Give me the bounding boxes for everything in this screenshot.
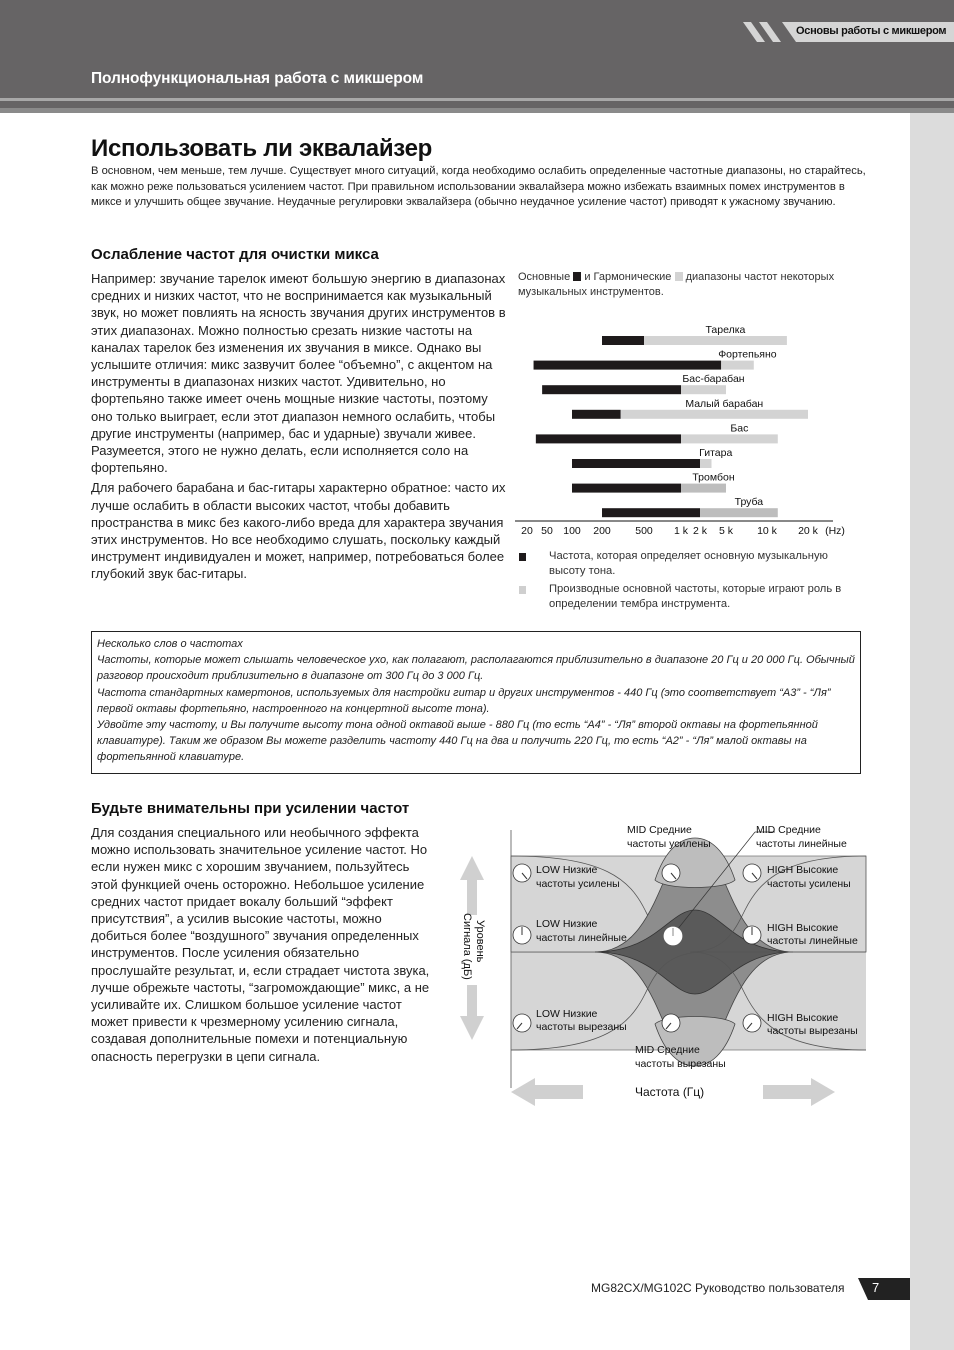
- harmonic-bar: [621, 410, 808, 419]
- instrument-label: Бас-барабан: [682, 373, 745, 386]
- label-high-flat: HIGH Высокие: [767, 922, 839, 934]
- svg-text:частоты вырезаны: частоты вырезаны: [635, 1058, 726, 1070]
- harmonic-swatch-icon: [519, 586, 526, 594]
- x-tick-label: 2 k: [692, 525, 708, 537]
- instrument-label: Тарелка: [705, 324, 746, 336]
- label-mid-cut: MID Средние: [635, 1044, 700, 1056]
- instrument-label: Труба: [734, 496, 764, 509]
- knob-icon: [662, 1014, 680, 1032]
- eq-curves-diagram: [455, 820, 875, 1115]
- harmonic-swatch-icon: [675, 272, 683, 281]
- svg-text:частоты вырезаны: частоты вырезаны: [767, 1025, 858, 1037]
- svg-text:частоты усилены: частоты усилены: [627, 838, 711, 850]
- harmonic-bar: [700, 459, 712, 468]
- arrow-up-icon: [460, 856, 484, 915]
- harmonic-bar: [700, 508, 778, 517]
- fundamental-bar: [572, 484, 681, 493]
- knob-icon: [664, 927, 682, 945]
- manual-title: MG82CX/MG102C Руководство пользователя: [591, 1281, 845, 1295]
- note-box: [91, 631, 861, 774]
- note-paragraph: Удвойте эту частоту, и Вы получите высоту тона одной октавой выше - 880 Гц (то есть “A4” - “Ля” второй октавы на фортепьянной клавиатуре). Таким же образом Вы можете разделить частоту 440 Гц на два и получить 220 Гц, то есть “A2” - “Ля” малой октавы на фортепьянной клавиатуре.: [97, 719, 818, 764]
- x-tick-label: 50: [541, 525, 553, 537]
- section-boost-body: Для создания специального или необычного эффекта можно использовать значительное усиление частот. Но если нужен микс с хорошим звучанием, пользуйтесь этой функцией очень осторожно. Небольшое усиление средних частот придает вокалу больший “эффект присутствия”, а усилив высокие частоты, можно добиться более “воздушного” звучания определенных инструментов. После усиления обязательно прослушайте результат, и, если страдает чистота звука, лучше обрежьте частоты, “загромождающие” микс, а не усиливайте их. Слишком большое усиление частот может привести к чрезмерному усилению сигнала, создавая дополнительные помехи и потенциальную опасность перегрузки в цепи сигнала.: [91, 825, 430, 1064]
- note-paragraph: Частоты, которые может слышать человеческое ухо, как полагают, располагаются приблизительно в диапазоне 20 Гц и 20 000 Гц. Обычный разговор происходит приблизительно в диапазоне от 300 Гц до 3 000 Гц.: [97, 654, 855, 683]
- svg-text:частоты усилены: частоты усилены: [536, 878, 620, 890]
- svg-text:частоты линейные: частоты линейные: [536, 932, 627, 944]
- fundamental-bar: [572, 459, 700, 468]
- note-title: Несколько слов о частотах: [97, 638, 243, 650]
- x-tick-label: 200: [593, 525, 611, 537]
- svg-text:частоты линейные: частоты линейные: [756, 838, 847, 850]
- label-low-cut: LOW Низкие: [536, 1008, 598, 1020]
- x-unit-label: (Hz): [825, 525, 845, 537]
- fundamental-bar: [534, 361, 722, 370]
- svg-text:частоты вырезаны: частоты вырезаны: [536, 1021, 627, 1033]
- arrow-down-icon: [460, 985, 484, 1040]
- label-low-flat: LOW Низкие: [536, 918, 598, 930]
- instrument-label: Фортепьяно: [718, 348, 777, 361]
- y-axis-label: Уровень: [474, 920, 486, 963]
- fundamental-bar: [602, 508, 700, 517]
- harmonic-bar: [681, 484, 726, 493]
- fundamental-bar: [572, 410, 621, 419]
- section-heading-cut: Ослабление частот для очистки микса: [91, 246, 379, 263]
- x-tick-label: 1 k: [673, 525, 689, 537]
- section-heading-boost: Будьте внимательны при усилении частот: [91, 800, 410, 817]
- x-tick-label: 20 k: [798, 525, 818, 537]
- header-divider: [0, 108, 954, 113]
- instrument-label: Малый барабан: [685, 397, 764, 410]
- svg-text:Сигнала (дБ): Сигнала (дБ): [461, 913, 473, 980]
- label-high-boost: HIGH Высокие: [767, 864, 839, 876]
- page-number: 7: [872, 1280, 880, 1295]
- svg-text:частоты усилены: частоты усилены: [767, 878, 851, 890]
- chart-legend: [518, 549, 858, 615]
- fundamental-bar: [602, 336, 644, 345]
- page-title: Использовать ли эквалайзер: [91, 135, 432, 162]
- knob-icon: [513, 1014, 531, 1032]
- intro-paragraph: В основном, чем меньше, тем лучше. Существует много ситуаций, когда необходимо ослабить определенные частотные диапазоны, но старайтесь, как можно реже пользоваться усилением частот. При правильном использовании эквалайзера можно избежать взаимных помех инструментов в миксе и улучшить общее звучание. Неудачные регулировки эквалайзера (обычно неудачное усиление частот) приводят к ужасному звучанию.: [91, 165, 866, 208]
- chapter-title: Полнофункциональная работа с микшером: [91, 70, 424, 87]
- knob-icon: [513, 926, 531, 944]
- x-tick-label: 5 k: [718, 525, 734, 537]
- instrument-label: Бас: [730, 422, 749, 435]
- svg-text:частоты линейные: частоты линейные: [767, 935, 858, 947]
- frequency-range-chart: [515, 318, 855, 543]
- fundamental-swatch-icon: [519, 553, 526, 561]
- label-mid-flat: MID Средние: [756, 824, 821, 836]
- harmonic-bar: [681, 385, 726, 394]
- legend-item: Частота, которая определяет основную музыкальную высоту тона.: [518, 549, 858, 579]
- harmonic-bar: [681, 434, 778, 443]
- label-low-boost: LOW Низкие: [536, 864, 598, 876]
- chart-caption: Основные и Гармонические диапазоны частот некоторых музыкальных инструментов.: [518, 271, 835, 298]
- x-tick-label: 10 k: [757, 525, 777, 537]
- section-tab-label: Основы работы с микшером: [796, 25, 947, 37]
- fundamental-bar: [542, 385, 681, 394]
- x-tick-label: 500: [635, 525, 653, 537]
- knob-icon: [743, 926, 761, 944]
- page-header: [0, 0, 954, 112]
- fundamental-bar: [536, 434, 681, 443]
- paragraph: Например: звучание тарелок имеют большую энергию в диапазонах средних и низких частот, что не воспринимается как музыкальный звук, но может повлиять на ясность звучания других инструментов в этих диапазонах. Можно полностью срезать низкие частоты на каналах тарелок без изменения их звучания в миксе. Однако вы услышите отличия: микс зазвучит более “объемно”, с акцентом на инструменты в диапазонах низких частот. Удивительно, но фортепьяно также имеет очень мощные низкие частоты, поэтому оно только выиграет, если этот диапазон немного ослабить, чтобы другие инструменты (например, бас и ударные) звучали живее. Разумеется, этого не нужно делать, если исполняется соло на фортепьяно.: [91, 271, 506, 476]
- knob-icon: [662, 864, 680, 882]
- fundamental-swatch-icon: [573, 272, 581, 281]
- knob-icon: [513, 864, 531, 882]
- instrument-label: Тромбон: [692, 471, 735, 484]
- label-mid-boost: MID Средние: [627, 824, 692, 836]
- legend-item: Производные основной частоты, которые играют роль в определении тембра инструмента.: [518, 582, 858, 612]
- section-cut-body: [91, 270, 512, 586]
- page-edge-bar: [910, 113, 954, 1350]
- x-tick-label: 20: [521, 525, 533, 537]
- harmonic-bar: [721, 361, 754, 370]
- arrow-right-icon: [763, 1078, 835, 1106]
- page-number-tab: [858, 1278, 910, 1300]
- instrument-label: Гитара: [699, 447, 733, 459]
- note-paragraph: Частота стандартных камертонов, используемых для настройки гитар и других инструментов - 440 Гц (это соответствует “A3” - “Ля” первой октавы фортепьяно, настроенного на концертной высоте тона).: [97, 686, 831, 715]
- x-tick-label: 100: [563, 525, 581, 537]
- harmonic-bar: [644, 336, 787, 345]
- paragraph: Для рабочего барабана и бас-гитары характерно обратное: часто их лучше ослабить в области высоких частот, чтобы добавить пространства в микс без какого-либо вреда для характера звучания этих инструментов. Но все необходимо слушать, поскольку каждый инструмент индивидуален и может, например, потребоваться более глубокий звук бас-гитары.: [91, 480, 506, 582]
- knob-icon: [743, 1014, 761, 1032]
- section-tab: [742, 22, 954, 42]
- x-axis-label: Частота (Гц): [635, 1085, 705, 1099]
- arrow-left-icon: [511, 1078, 583, 1106]
- label-high-cut: HIGH Высокие: [767, 1012, 839, 1024]
- knob-icon: [743, 864, 761, 882]
